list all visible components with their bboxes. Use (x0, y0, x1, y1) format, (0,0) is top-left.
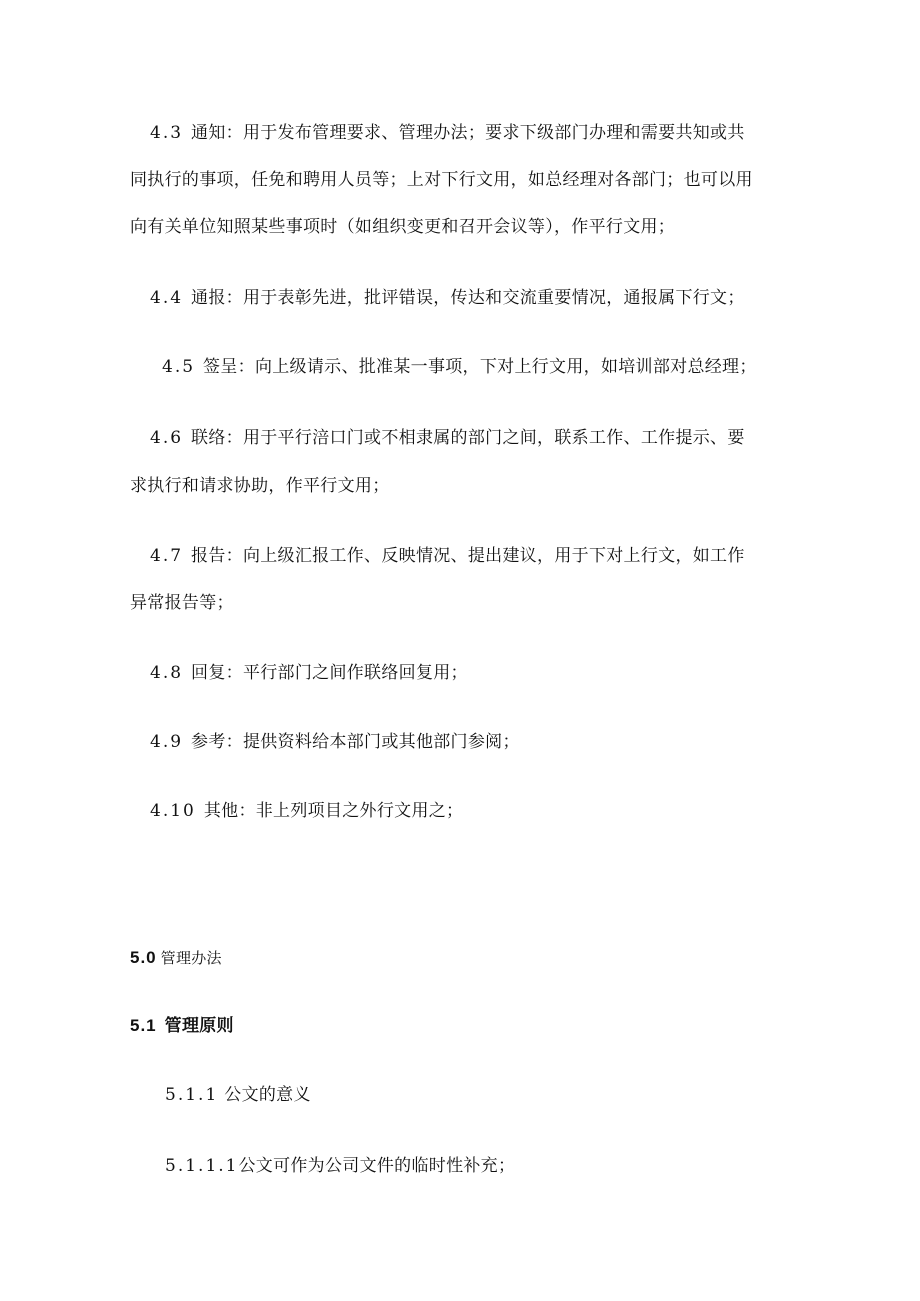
section-number: 5.1.1.1 (165, 1156, 239, 1176)
item-text: 报告：向上级汇报工作、反映情况、提出建议，用于下对上行文，如工作 (191, 546, 745, 566)
item-text: 联络：用于平行涪口门或不相隶属的部门之间，联系工作、工作提示、要 (191, 428, 745, 448)
item-4-9 (150, 730, 520, 754)
item-number: 4.8 (150, 663, 184, 683)
item-text: 参考：提供资料给本部门或其他部门参阅； (191, 732, 520, 752)
item-number: 4.5 (162, 357, 196, 377)
item-number: 4.9 (150, 732, 184, 752)
item-4-10 (150, 799, 463, 823)
item-4-7-line-2: 异常报告等； (130, 593, 234, 613)
item-4-6-line-1 (150, 426, 745, 450)
section-number: 5.0 (130, 948, 157, 967)
item-4-7-line-1 (150, 544, 745, 568)
item-text: 通报：用于表彰先进，批评错误，传达和交流重要情况，通报属下行文； (191, 288, 745, 308)
section-title: 管理原则 (164, 1016, 234, 1036)
item-text: 其他：非上列项目之外行文用之； (203, 801, 464, 821)
item-text: 回复：平行部门之间作联络回复用； (191, 663, 468, 683)
item-4-3-line-1 (150, 121, 745, 145)
section-number: 5.1.1 (165, 1085, 219, 1105)
item-text: 通知：用于发布管理要求、管理办法；要求下级部门办理和需要共知或共 (191, 123, 745, 143)
section-title: 管理办法 (160, 949, 222, 967)
item-4-3-line-3: 向有关单位知照某些事项时（如组织变更和召开会议等），作平行文用； (130, 217, 676, 237)
item-number: 4.6 (150, 428, 184, 448)
section-title: 公文的意义 (224, 1085, 311, 1105)
item-4-4 (150, 286, 745, 310)
section-5-0-heading (130, 946, 222, 970)
item-number: 4.7 (150, 546, 184, 566)
item-number: 4.4 (150, 288, 184, 308)
item-number: 4.3 (150, 123, 184, 143)
item-4-5 (162, 355, 757, 379)
section-5-1-1-1-heading (165, 1154, 515, 1178)
section-5-1-1-heading (165, 1083, 311, 1107)
item-text: 签呈：向上级请示、批准某一事项，下对上行文用，如培训部对总经理； (203, 357, 757, 377)
section-title: 公文可作为公司文件的临时性补充； (238, 1156, 516, 1176)
item-number: 4.10 (150, 801, 196, 821)
section-number: 5.1 (130, 1016, 157, 1035)
section-5-1-heading (130, 1014, 234, 1038)
item-4-8 (150, 661, 468, 685)
item-4-6-line-2: 求执行和请求协助，作平行文用； (130, 476, 390, 496)
item-4-3-line-2: 同执行的事项，任免和聘用人员等；上对下行文用，如总经理对各部门；也可以用 (130, 170, 753, 190)
